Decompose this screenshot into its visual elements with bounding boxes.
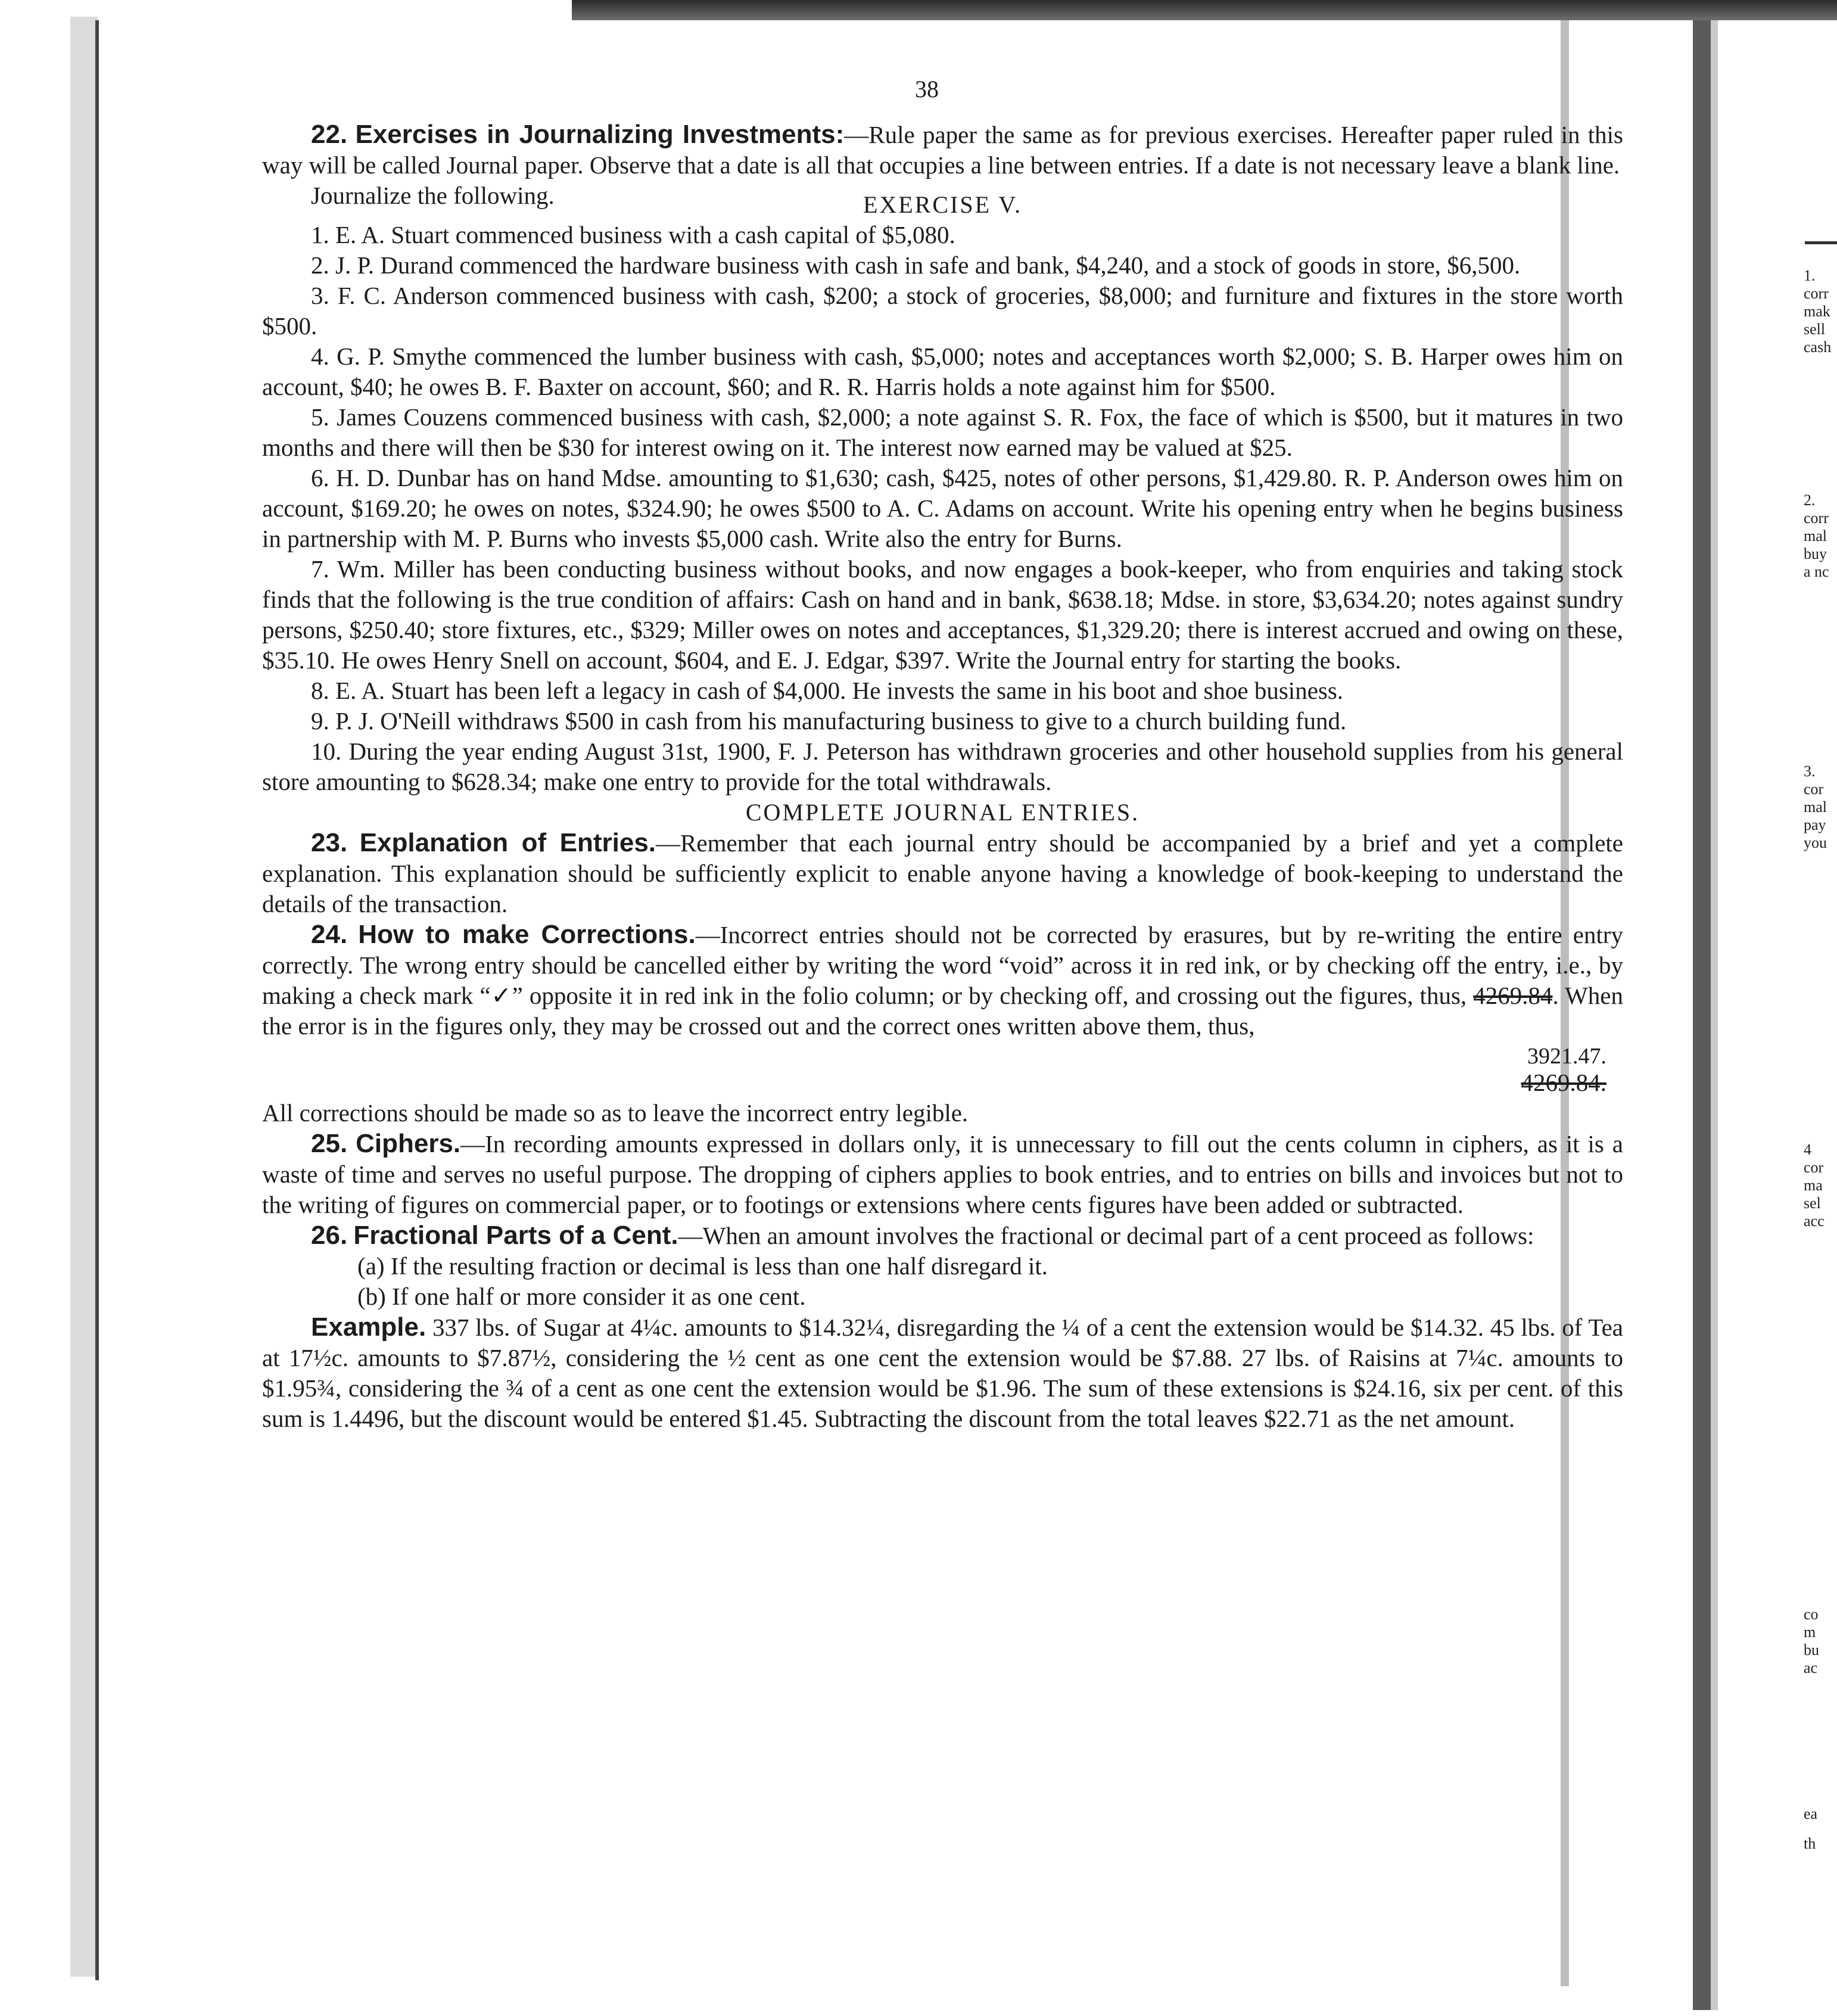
section-25-text: —In recording amounts expressed in dollars only, it is unnecessary to fill out the cents column in ciphers, as it is a waste of time and serves no useful purpose. The dropping of ciphers applies to book entries, and to entries on bills and invoices but not to the writing of figures on commercial paper, or to footings or extensions where cents figures have been added or subtracted. [262,1130,1623,1218]
section-24 [262,919,1623,1041]
exercise-item-6: 6. H. D. Dunbar has on hand Mdse. amounting to $1,630; cash, $425, notes of other persons, $1,429.80. R. P. Anderson owes him on account, $169.20; he owes on notes, $324.90; he owes $500 to A. C. Adams on account. Write his opening entry when he begins business in partnership with M. P. Burns who invests $5,000 cash. Write also the entry for Burns. [262,464,1623,552]
section-24-text-b: . When the error is in the figures only, they may be crossed out and the correct ones written above them, thus, [262,982,1623,1040]
adjacent-fragment: ac [1804,1659,1818,1676]
adjacent-fragment: acc [1804,1212,1824,1230]
adjacent-fragment: you [1804,834,1827,851]
exercise-item-8: 8. E. A. Stuart has been left a legacy in cash of $4,000. He invests the same in his boot and shoe business. [311,677,1344,704]
scan-top-border [572,0,1837,20]
exercise-item-10: 10. During the year ending August 31st, 1900, F. J. Peterson has withdrawn groceries and other household supplies from his general store amounting to $628.34; make one entry to provide for the total withdrawals. [262,738,1623,795]
section-26 [262,1220,1623,1251]
section-22-title: Exercises in Journalizing Investments: [355,120,845,149]
exercise-item-1: 1. E. A. Stuart commenced business with a cash capital of $5,080. [311,221,955,248]
section-22 [262,119,1623,181]
section-25 [262,1128,1623,1220]
example-paragraph [262,1312,1623,1434]
section-23-number: 23. [311,828,348,857]
adjacent-fragment: 3. [1804,763,1816,780]
section-23-text: —Remember that each journal entry should be accompanied by a brief and yet a complete explanation. This explanation should be sufficiently explicit to enable anyone having a knowledge of book-keeping to understand the details of the transaction. [262,829,1624,917]
rule-b: (b) If one half or more consider it as one cent. [357,1283,806,1310]
adjacent-fragment: a nc [1804,563,1829,580]
section-23-title: Explanation of Entries. [359,828,656,857]
complete-journal-heading: COMPLETE JOURNAL ENTRIES. [745,799,1140,826]
section-24-title: How to make Corrections. [358,920,696,949]
correction-example-row [262,1044,1623,1098]
adjacent-fragment: corr [1804,509,1829,527]
adjacent-fragment: m [1804,1623,1816,1641]
adjacent-fragment: th [1804,1835,1816,1852]
book-gutter [1693,20,1711,2010]
section-26-text: —When an amount involves the fractional or decimal part of a cent proceed as follows: [678,1222,1534,1249]
example-text: 337 lbs. of Sugar at 4¼c. amounts to $14.32¼, disregarding the ¼ of a cent the extension would be $14.32. 45 lbs. of Tea at 17½c. amounts to $7.87½, considering the ½ cent as one cent the extension would be $7.88. 27 lbs. of Raisins at 7¼c. amounts to $1.95¾, considering the ¾ of a cent as one cent the extension would be $1.96. The sum of these extensions is $24.16, six per cent. of this sum is 1.4496, but the discount would be entered $1.45. Subtracting the discount from the total leaves $22.71 as the net amount. [262,1314,1623,1432]
adjacent-fragment: sel [1804,1194,1821,1212]
adjacent-page-rule [1805,241,1837,244]
exercise-item-7: 7. Wm. Miller has been conducting business without books, and now engages a book-keeper, who from enquiries and taking stock finds that the following is the true condition of affairs: Cash on hand and in bank, $638.18; Mdse. in store, $3,634.20; notes against sundry persons, $250.40; store fixtures, etc., $329; Miller owes on notes and acceptances, $1,329.20; there is interest accrued and owing on these, $35.10. He owes Henry Snell on account, $604, and E. J. Edgar, $397. Write the Journal entry for starting the books. [262,555,1623,674]
adjacent-fragment: pay [1804,816,1826,833]
struck-figure: 4269.84 [1473,982,1553,1009]
exercise-item-3: 3. F. C. Anderson commenced business with cash, $200; a stock of groceries, $8,000; and furniture and fixtures in the store worth $500. [262,282,1623,340]
adjacent-fragment: cash [1804,338,1832,356]
adjacent-fragment: co [1804,1606,1819,1623]
adjacent-fragment: sell [1804,321,1826,338]
adjacent-fragment: 4 [1804,1141,1811,1158]
corrected-figure: 3921.47. [1527,1044,1606,1069]
section-26-title: Fractional Parts of a Cent. [353,1221,678,1250]
adjacent-fragment: corr [1804,285,1829,302]
page-number: 38 [915,76,939,102]
book-gutter-highlight [1711,20,1718,2010]
section-24-text-c: All corrections should be made so as to leave the incorrect entry legible. [262,1099,969,1127]
section-23 [262,827,1623,919]
adjacent-fragment: ma [1804,1177,1823,1194]
section-25-title: Ciphers. [356,1129,461,1158]
adjacent-fragment: mal [1804,798,1827,816]
adjacent-fragment: ea [1804,1805,1818,1822]
rule-a: (a) If the resulting fraction or decimal is less than one half disregard it. [357,1252,1048,1280]
adjacent-fragment: 1. [1804,267,1816,284]
section-22-number: 22. [311,120,348,149]
adjacent-fragment: cor [1804,1159,1824,1176]
section-26-number: 26. [311,1221,348,1250]
section-24-number: 24. [311,920,348,949]
section-25-number: 25. [311,1129,348,1158]
page-left-edge [95,20,99,1980]
adjacent-fragment: mak [1804,303,1830,320]
exercise-item-2: 2. J. P. Durand commenced the hardware business with cash in safe and bank, $4,240, and a stock of goods in store, $6,500. [311,251,1521,279]
struck-figure-2: 4269.84. [1521,1069,1606,1096]
exercise-item-4: 4. G. P. Smythe commenced the lumber business with cash, $5,000; notes and acceptances worth $2,000; S. B. Harper owes him on account, $40; he owes B. F. Baxter on account, $60; and R. R. Harris holds a note against him for $500. [262,343,1623,400]
adjacent-fragment: mal [1804,527,1827,545]
adjacent-fragment: bu [1804,1641,1819,1659]
journalize-instruction: Journalize the following. [311,182,555,209]
page-body [262,119,1623,1434]
scan-left-band [70,17,98,1977]
adjacent-fragment: cor [1804,780,1824,798]
section-22-text: —Rule paper the same as for previous exercises. Hereafter paper ruled in this way will be called Journal paper. Observe that a date is all that occupies a line between entries. If a date is not necessary leave a blank line. [262,121,1624,179]
adjacent-fragment: buy [1804,545,1827,562]
adjacent-fragment: 2. [1804,491,1816,509]
exercise-title: EXERCISE V. [863,191,1023,218]
exercise-item-5: 5. James Couzens commenced business with cash, $2,000; a note against S. R. Fox, the face of which is $500, but it matures in two months and there will then be $30 for interest owing on it. The interest now earned may be valued at $25. [262,403,1623,461]
section-24-text-a: —Incorrect entries should not be corrected by erasures, but by re-writing the entire entry correctly. The wrong entry should be cancelled either by writing the word “void” across it in red ink, or by checking off the entry, i.e., by making a check mark “✓” opposite it in red ink in the folio column; or by checking off, and crossing out the figures, thus, [262,921,1624,1009]
example-label: Example. [311,1312,426,1342]
exercise-item-9: 9. P. J. O'Neill withdraws $500 in cash from his manufacturing business to give to a church building fund. [311,707,1347,735]
